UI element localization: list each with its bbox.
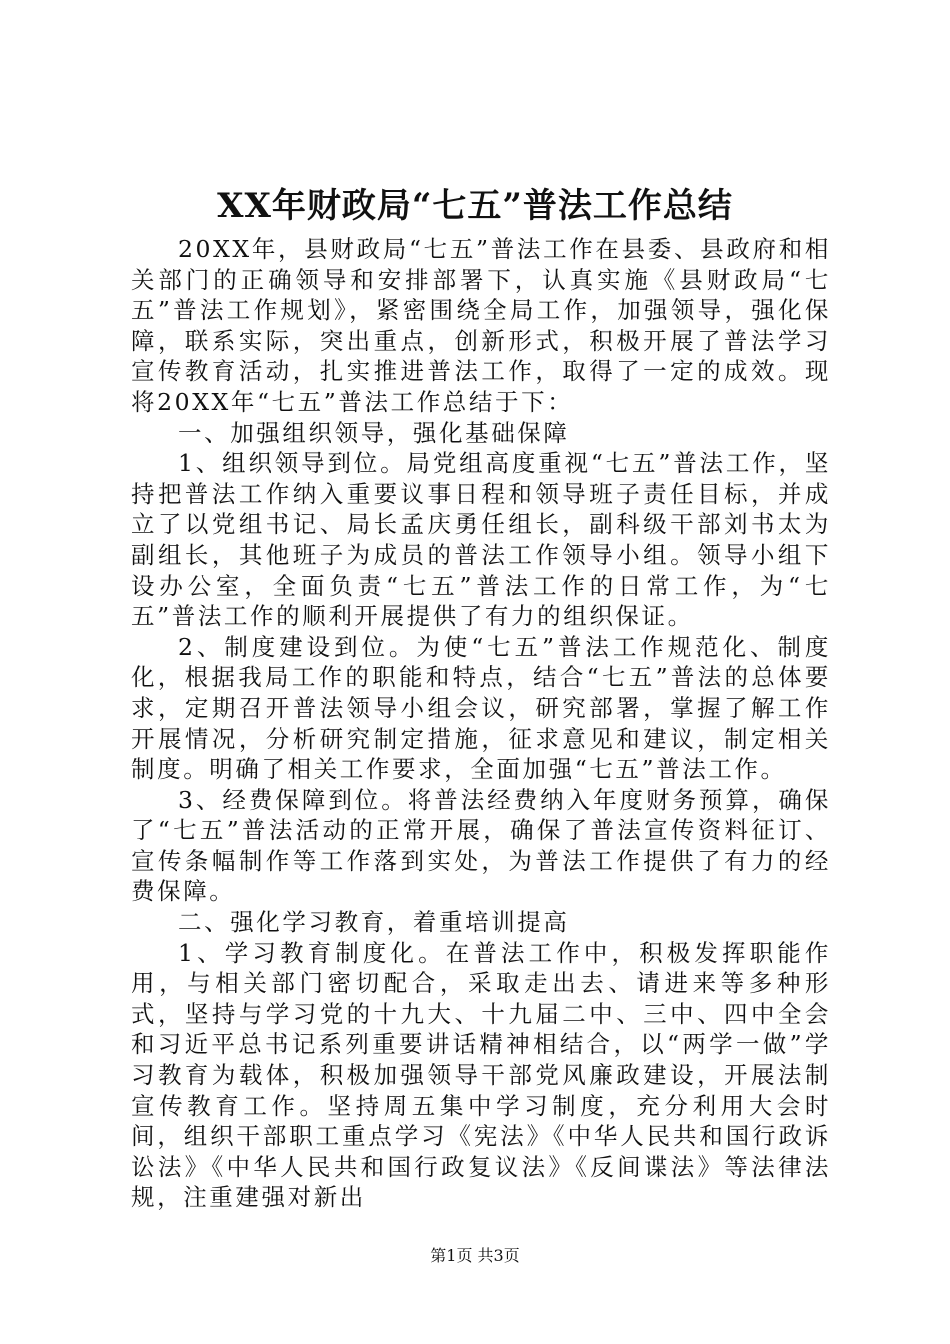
- section-heading-2: 二、强化学习教育，着重培训提高: [178, 908, 570, 937]
- paragraph-1-1: 1、组织领导到位。局党组高度重视“七五”普法工作，坚持把普法工作纳入重要议事日程和领导班子责任目标，并成立了以党组书记、局长孟庆勇任组长，副科级干部刘书太为副组长，其他班子为成员的普法工作领导小组。领导小组下设办公室，全面负责“七五”普法工作的日常工作，为“七五”普法工作的顺利开展提供了有力的组织保证。: [131, 449, 831, 631]
- paragraph-intro: 20XX年，县财政局“七五”普法工作在县委、县政府和相关部门的正确领导和安排部署下，认真实施《县财政局“七五”普法工作规划》，紧密围绕全局工作，加强领导，强化保障，联系实际，突出重点，创新形式，积极开展了普法学习宣传教育活动，扎实推进普法工作，取得了一定的成效。现将20XX年“七五”普法工作总结于下：: [131, 235, 831, 416]
- document-body: [131, 234, 831, 1213]
- page-footer: 第1页 共3页: [430, 1246, 520, 1265]
- document-title: XX年财政局“七五”普法工作总结: [217, 186, 733, 226]
- paragraph-1-2: 2、制度建设到位。为使“七五”普法工作规范化、制度化，根据我局工作的职能和特点，结合“七五”普法的总体要求，定期召开普法领导小组会议，研究部署，掌握了解工作开展情况，分析研究制定措施，征求意见和建议，制定相关制度。明确了相关工作要求，全面加强“七五”普法工作。: [131, 632, 831, 784]
- section-heading-1: 一、加强组织领导，强化基础保障: [178, 418, 570, 447]
- paragraph-2-1: 1、学习教育制度化。在普法工作中，积极发挥职能作用，与相关部门密切配合，采取走出去、请进来等多种形式，坚持与学习党的十九大、十九届二中、三中、四中全会和习近平总书记系列重要讲话精神相结合，以“两学一做”学习教育为载体，积极加强领导干部党风廉政建设，开展法制宣传教育工作。坚持周五集中学习制度，充分利用大会时间，组织干部职工重点学习《宪法》《中华人民共和国行政诉讼法》《中华人民共和国行政复议法》《反间谍法》等法律法规，注重建强对新出: [131, 938, 831, 1212]
- paragraph-1-3: 3、经费保障到位。将普法经费纳入年度财务预算，确保了“七五”普法活动的正常开展，确保了普法宣传资料征订、宣传条幅制作等工作落到实处，为普法工作提供了有力的经费保障。: [131, 785, 831, 906]
